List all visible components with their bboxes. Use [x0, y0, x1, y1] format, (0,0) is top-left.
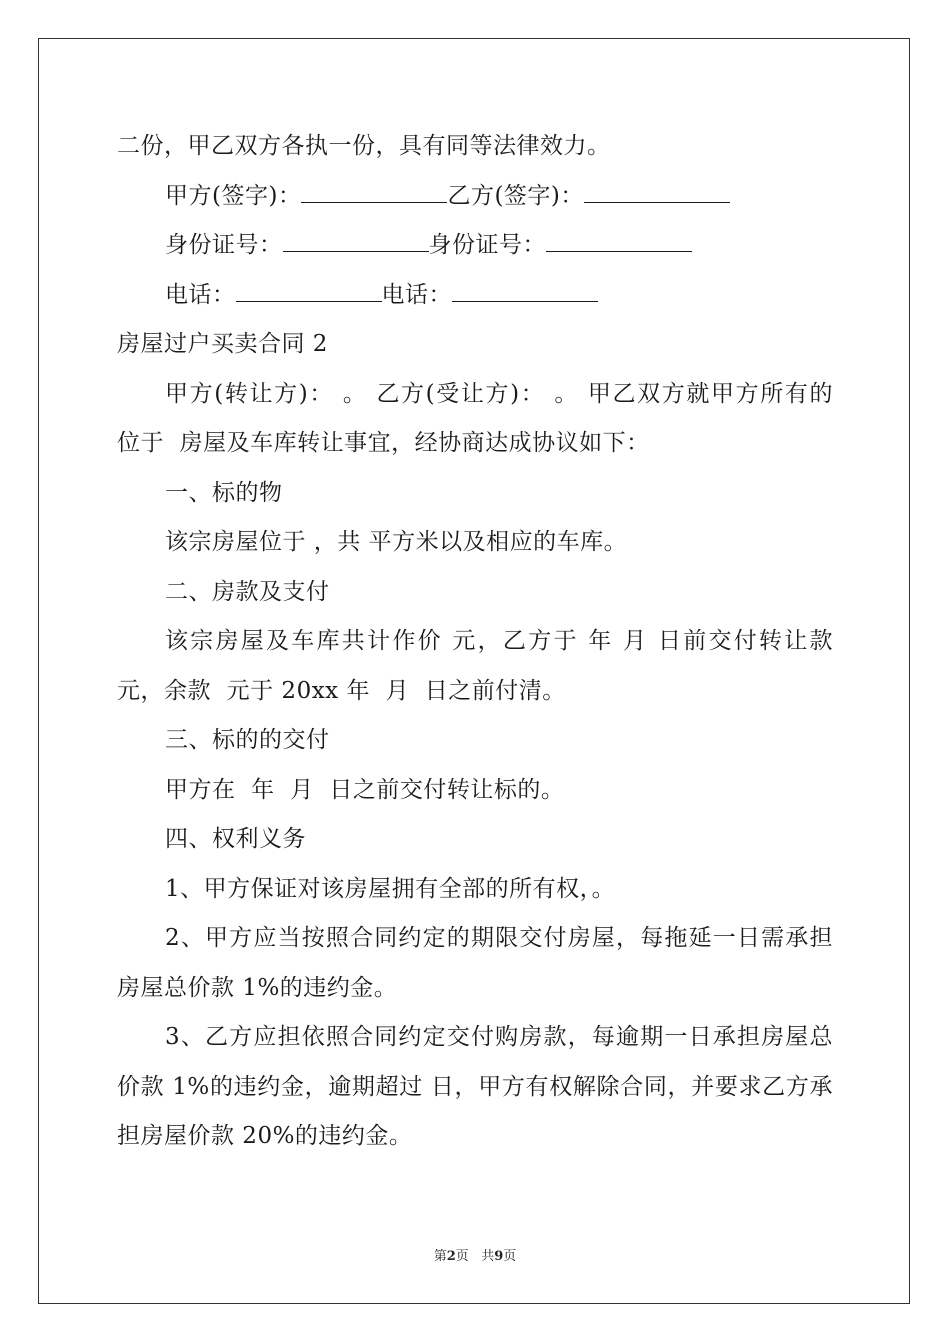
party-a-sign-label: 甲方(签字)：: [165, 182, 302, 209]
paragraph-line: 1、甲方保证对该房屋拥有全部的所有权，。: [165, 875, 616, 902]
party-b-id-blank[interactable]: [546, 231, 692, 252]
paragraph-line: 二份，甲乙双方各执一份，具有同等法律效力。: [117, 133, 611, 159]
party-a-id-label: 身份证号：: [165, 232, 283, 258]
signature-line: [117, 172, 833, 222]
party-b-tel-label: 电话：: [381, 281, 452, 308]
footer-middle: 页 共: [455, 1249, 495, 1264]
section-heading: 四、权利义务: [165, 826, 306, 852]
party-a-tel-label: 电话：: [165, 281, 236, 308]
paragraph-line: 价款 1%的违约金，逾期超过 日，甲方有权解除合同，并要求乙方承: [117, 1073, 833, 1100]
paragraph-line: 房屋总价款 1%的违约金。: [117, 974, 398, 1001]
footer-prefix: 第: [433, 1249, 447, 1264]
paragraph-line: 3、乙方应担依照合同约定交付购房款，每逾期一日承担房屋总: [165, 1024, 833, 1050]
footer-suffix: 页: [503, 1249, 517, 1264]
paragraph-line: 甲方在 年 月 日之前交付转让标的。: [165, 776, 565, 803]
party-b-id-label: 身份证号：: [428, 232, 546, 258]
paragraph-line: 2、甲方应当按照合同约定的期限交付房屋，每拖延一日需承担: [165, 925, 833, 951]
page-footer: [0, 1245, 950, 1264]
party-b-sign-label: 乙方(签字)：: [447, 182, 584, 209]
party-a-id-blank[interactable]: [283, 231, 429, 252]
paragraph-line: 甲方(转让方)： 。 乙方(受让方)： 。 甲乙双方就甲方所有的: [165, 380, 833, 407]
party-a-tel-blank[interactable]: [236, 281, 382, 302]
section-heading: 三、标的的交付: [165, 727, 330, 753]
contract-title: 房屋过户买卖合同 2: [117, 331, 328, 357]
paragraph-line: 该宗房屋位于 ，共 平方米以及相应的车库。: [165, 529, 628, 555]
party-a-sign-blank[interactable]: [301, 182, 447, 203]
paragraph-line: 元，余款 元于 20xx 年 月 日之前付清。: [117, 677, 566, 704]
paragraph-line: 位于 房屋及车库转让事宜，经协商达成协议如下：: [117, 430, 650, 456]
current-page-number: 2: [446, 1249, 456, 1264]
section-heading: 二、房款及支付: [165, 578, 330, 605]
party-b-tel-blank[interactable]: [452, 281, 598, 302]
section-heading: 一、标的物: [165, 479, 283, 506]
telephone-line: [117, 271, 833, 321]
paragraph-line: 该宗房屋及车库共计作价 元，乙方于 年 月 日前交付转让款: [165, 628, 833, 654]
document-body: [117, 122, 833, 1162]
paragraph-line: 担房屋价款 20%的违约金。: [117, 1123, 413, 1149]
party-b-sign-blank[interactable]: [584, 182, 730, 203]
id-number-line: [117, 221, 833, 271]
total-page-number: 9: [494, 1249, 504, 1264]
